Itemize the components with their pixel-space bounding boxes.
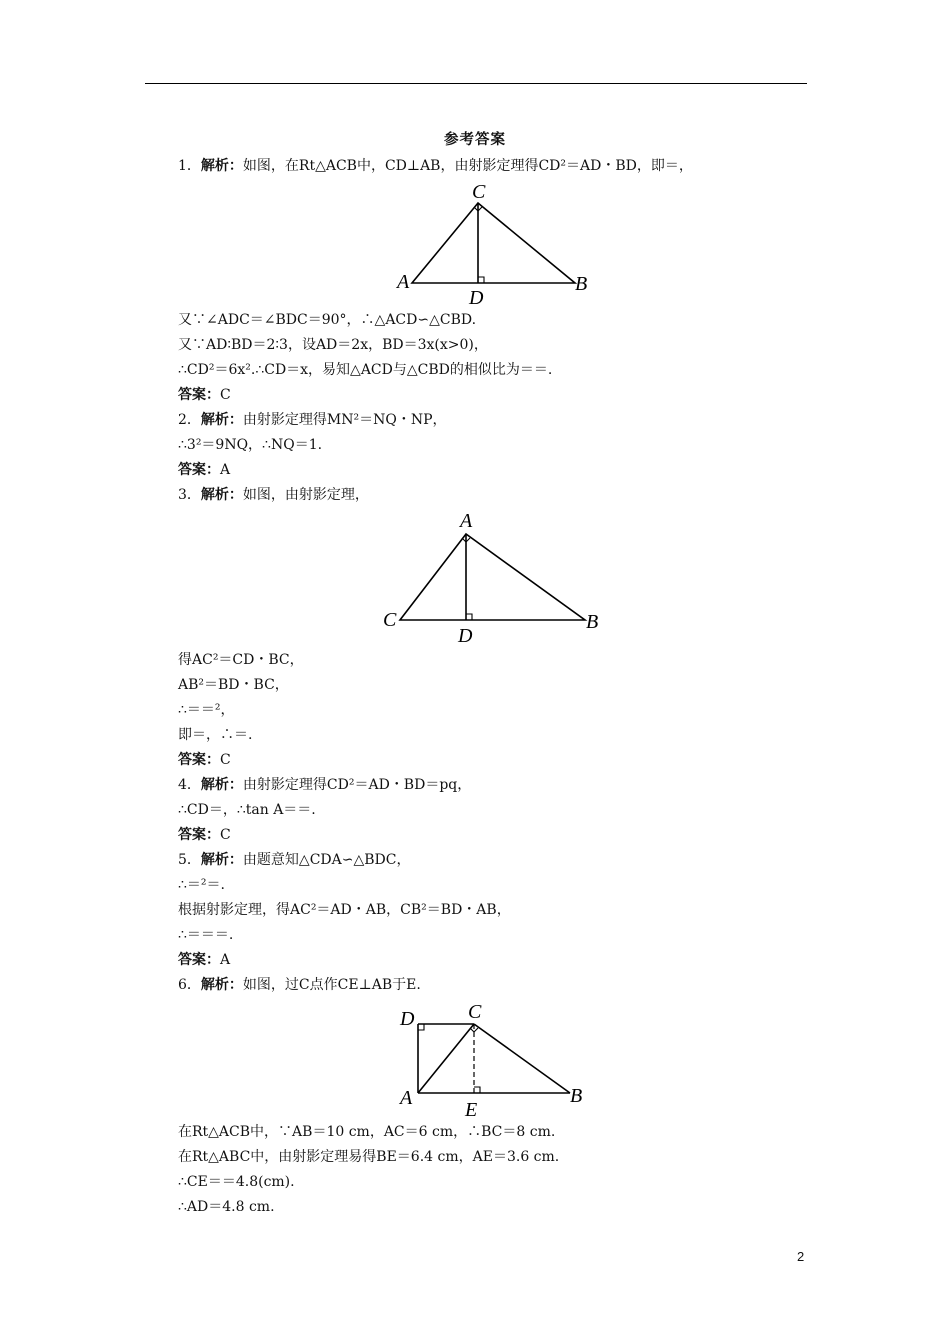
bold-label: 解析： <box>200 977 243 993</box>
line-text: ∴CD²＝6x².∴CD＝x，易知△ACD与△CBD的相似比为＝＝. <box>178 362 553 378</box>
fig1-label-B: B <box>575 273 588 295</box>
line-text: ∴＝＝＝. <box>178 927 234 943</box>
question-number: 3． <box>178 487 201 503</box>
fig2-label-C: C <box>383 609 397 631</box>
fig3-label-A: A <box>400 1087 413 1109</box>
text-line <box>178 311 476 329</box>
text-line <box>178 826 231 844</box>
fig2-label-A: A <box>460 510 473 532</box>
line-text: 由射影定理得MN²＝NQ・NP， <box>242 412 447 428</box>
text-line <box>178 1148 559 1166</box>
text-line <box>178 651 304 669</box>
bold-label: 答案： <box>178 952 220 968</box>
text-line <box>178 851 410 869</box>
text-line <box>178 676 289 694</box>
line-text: ∴CE＝＝4.8(cm). <box>178 1174 295 1190</box>
line-text: C <box>220 387 231 403</box>
text-line <box>178 726 252 744</box>
line-text: 如图，在Rt△ACB中，CD⊥AB，由射影定理得CD²＝AD・BD，即＝， <box>242 158 693 174</box>
line-text: 根据射影定理，得AC²＝AD・AB，CB²＝BD・AB， <box>178 902 511 918</box>
fig3-label-E: E <box>465 1099 478 1120</box>
bold-label: 答案： <box>178 827 220 843</box>
line-text: A <box>220 462 231 478</box>
line-text: ∴CD＝，∴tan A＝＝. <box>178 802 316 818</box>
text-line <box>178 701 235 719</box>
bold-label: 解析： <box>200 412 243 428</box>
fig3-label-D: D <box>400 1008 415 1030</box>
section-title: 参考答案 <box>444 132 506 148</box>
fig1-label-D: D <box>469 287 484 306</box>
text-line <box>178 386 231 404</box>
line-text: ∴＝＝²， <box>178 702 235 718</box>
line-text: A <box>220 952 231 968</box>
text-line <box>178 411 447 429</box>
page-number: 2 <box>797 1249 805 1264</box>
question-number: 4． <box>178 777 201 793</box>
figure-3-trapezoid <box>392 998 592 1120</box>
text-line <box>178 461 230 479</box>
line-text: 在Rt△ABC中，由射影定理易得BE＝6.4 cm，AE＝3.6 cm. <box>178 1149 560 1165</box>
fig1-label-C: C <box>472 181 486 203</box>
line-text: C <box>220 752 231 768</box>
line-text: C <box>220 827 231 843</box>
line-text: 又∵AD∶BD＝2∶3，设AD＝2x，BD＝3x(x>0)， <box>178 337 488 353</box>
text-line <box>178 436 322 454</box>
text-line <box>178 801 316 819</box>
question-number: 1． <box>178 158 201 174</box>
bold-label: 解析： <box>200 487 243 503</box>
question-number: 2． <box>178 412 201 428</box>
line-text: 如图，由射影定理， <box>242 487 369 503</box>
text-line <box>178 776 471 794</box>
text-line <box>178 751 231 769</box>
text-line <box>178 336 488 354</box>
bold-label: 解析： <box>200 777 243 793</box>
line-text: AB²＝BD・BC， <box>178 677 289 693</box>
line-text: 在Rt△ACB中，∵AB＝10 cm，AC＝6 cm，∴BC＝8 cm. <box>178 1124 556 1140</box>
fig1-label-A: A <box>397 271 410 293</box>
bold-label: 答案： <box>178 752 220 768</box>
line-text: 如图，过C点作CE⊥AB于E. <box>242 977 421 993</box>
bold-label: 解析： <box>200 158 243 174</box>
question-number: 5． <box>178 852 201 868</box>
fig3-label-B: B <box>570 1085 583 1107</box>
text-line <box>178 361 552 379</box>
question-number: 6． <box>178 977 201 993</box>
figure-2-right-triangle <box>378 506 608 648</box>
line-text: ∴＝²＝. <box>178 877 225 893</box>
line-text: ∴AD＝4.8 cm. <box>178 1199 275 1215</box>
line-text: 由射影定理得CD²＝AD・BD＝pq， <box>242 777 472 793</box>
text-line <box>178 1198 275 1216</box>
line-text: ∴3²＝9NQ，∴NQ＝1. <box>178 437 323 453</box>
text-line <box>178 951 230 969</box>
text-line <box>178 926 233 944</box>
fig2-label-D: D <box>458 625 473 647</box>
text-line <box>178 1123 555 1141</box>
line-text: 即＝，∴＝. <box>178 727 253 743</box>
text-line <box>178 1173 295 1191</box>
bold-label: 答案： <box>178 387 220 403</box>
header-rule <box>145 83 807 84</box>
fig2-label-B: B <box>586 611 599 633</box>
line-text: 由题意知△CDA∽△BDC， <box>242 852 411 868</box>
line-text: 得AC²＝CD・BC， <box>178 652 304 668</box>
text-line <box>178 157 693 175</box>
text-line <box>178 486 369 504</box>
bold-label: 解析： <box>200 852 243 868</box>
figure-1-right-triangle <box>390 176 600 306</box>
fig3-label-C: C <box>468 1001 482 1023</box>
line-text: 又∵∠ADC＝∠BDC＝90°，∴△ACD∽△CBD. <box>178 312 477 328</box>
text-line <box>178 876 225 894</box>
bold-label: 答案： <box>178 462 220 478</box>
text-line <box>178 901 511 919</box>
text-line <box>178 976 421 994</box>
